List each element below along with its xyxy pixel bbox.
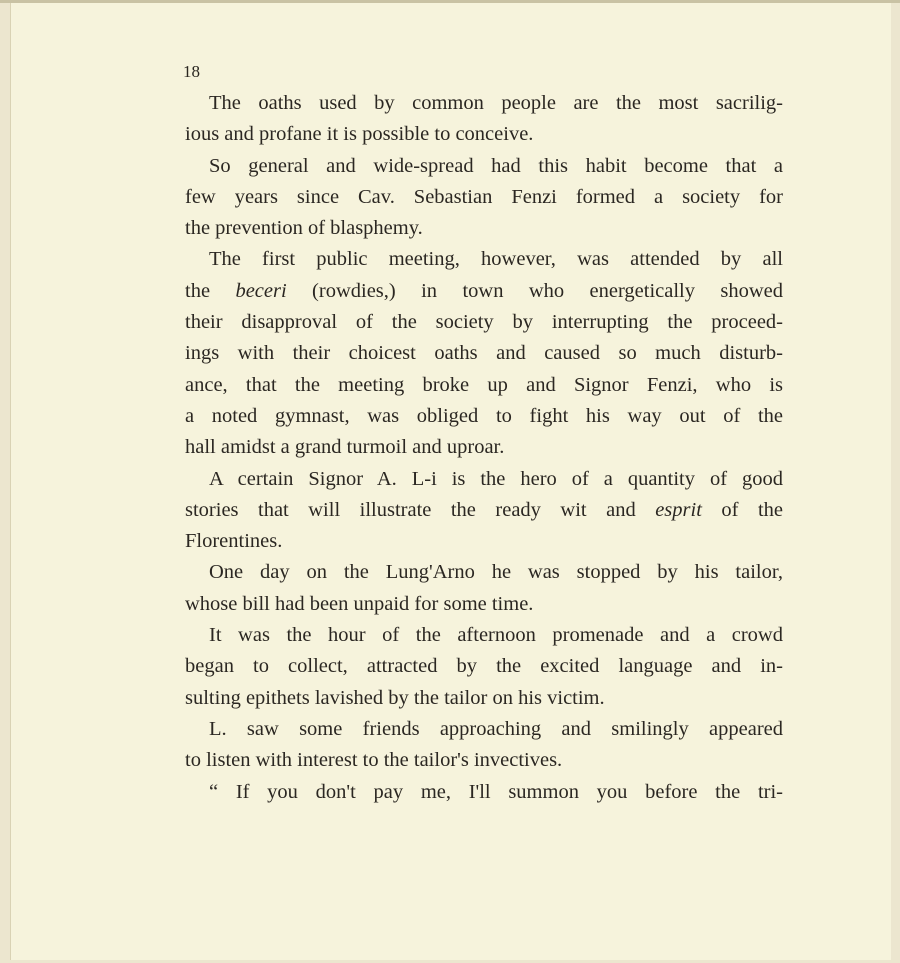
text-line: hall amidst a grand turmoil and uproar.: [185, 436, 505, 459]
text-line: It was the hour of the afternoon promenade and a crowd: [209, 624, 783, 647]
text-line: ings with their choicest oaths and caused so much disturb-: [185, 342, 783, 365]
text-line: So general and wide-spread had this habit become that a: [209, 154, 783, 177]
text-line: the beceri (rowdies,) in town who energetically showed: [185, 279, 784, 302]
text-line: ance, that the meeting broke up and Signor Fenzi, who is: [185, 373, 783, 396]
text-line: a noted gymnast, was obliged to fight his way out of the: [185, 404, 783, 427]
text-line: whose bill had been unpaid for some time.: [185, 592, 534, 615]
text-line: L. saw some friends approaching and smilingly appeared: [209, 717, 783, 740]
italic-word: esprit: [655, 498, 702, 521]
page-number: 18: [183, 62, 200, 81]
text-line: began to collect, attracted by the excited language and in-: [185, 655, 783, 678]
text-line: sulting epithets lavished by the tailor on his victim.: [185, 686, 605, 709]
text-line: One day on the Lung'Arno he was stopped by his tailor,: [209, 561, 783, 584]
text-line: few years since Cav. Sebastian Fenzi formed a society for: [185, 185, 783, 208]
italic-word: beceri: [235, 279, 287, 302]
text-line: A certain Signor A. L-i is the hero of a quantity of good: [209, 467, 783, 490]
text-line: their disapproval of the society by interrupting the proceed-: [185, 311, 783, 334]
text-line: to listen with interest to the tailor's invectives.: [185, 749, 563, 772]
text-line: “ If you don't pay me, I'll summon you before the tri-: [209, 780, 783, 803]
text-line: Florentines.: [185, 530, 283, 553]
text-line: ious and profane it is possible to conceive.: [185, 123, 534, 146]
text-line: the prevention of blasphemy.: [185, 217, 423, 240]
text-line: The first public meeting, however, was attended by all: [209, 248, 783, 271]
text-line: The oaths used by common people are the most sacrilig-: [209, 92, 783, 114]
text-line: stories that will illustrate the ready wit and esprit of the: [185, 498, 783, 521]
body-text: [185, 88, 783, 808]
